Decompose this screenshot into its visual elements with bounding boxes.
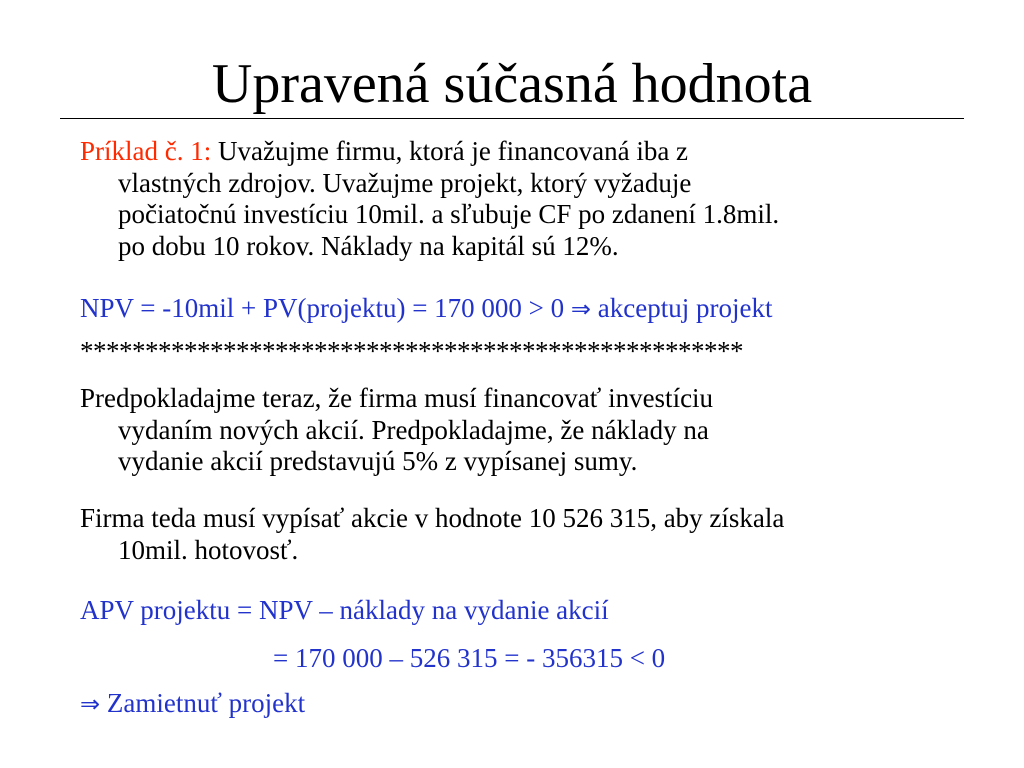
para2-line-1: Firma teda musí vypísať akcie v hodnote 10 526 315, aby získala xyxy=(80,503,785,533)
example-text-3: počiatočnú investíciu 10mil. a sľubuje CF po zdanení 1.8mil. xyxy=(118,199,780,229)
npv-formula: NPV = -10mil + PV(projektu) = 170 000 > 0 xyxy=(80,293,565,323)
example-label: Príklad č. 1: xyxy=(80,136,212,166)
example-text-4: po dobu 10 rokov. Náklady na kapitál sú 12%. xyxy=(118,230,619,261)
para2-text-2: 10mil. hotovosť. xyxy=(118,534,299,565)
example-line-3 xyxy=(80,199,779,231)
slide-title: Upravená súčasná hodnota xyxy=(211,53,813,115)
title-rule xyxy=(60,118,964,119)
para1-line-3 xyxy=(80,446,713,478)
para1-text-3: vydanie akcií predstavujú 5% z vypísanej sumy. xyxy=(118,446,638,476)
npv-conclusion: akceptuj projekt xyxy=(597,293,773,323)
conclusion-line xyxy=(80,688,305,721)
example-line-4 xyxy=(80,231,779,263)
example-line-1 xyxy=(80,136,779,168)
example-paragraph xyxy=(80,136,779,262)
implies-arrow-icon: ⇒ xyxy=(570,295,592,323)
issue-paragraph xyxy=(80,503,784,566)
para1-line-1: Predpokladajme teraz, že firma musí financovať investíciu xyxy=(80,383,714,413)
npv-line xyxy=(80,293,772,326)
para2-line-2 xyxy=(80,535,784,567)
assumption-paragraph xyxy=(80,383,713,478)
separator: *************************************************** xyxy=(80,336,743,366)
para1-text-2: vydaním nových akcií. Predpokladajme, že náklady na xyxy=(118,414,709,445)
example-text-2: vlastných zdrojov. Uvažujme projekt, ktorý vyžaduje xyxy=(118,167,692,198)
implies-arrow-icon-2: ⇒ xyxy=(80,690,101,718)
apv-line-2: = 170 000 – 526 315 = - 356315 < 0 xyxy=(273,643,666,673)
example-line-2 xyxy=(80,168,779,200)
example-text-1: Uvažujme firmu, ktorá je financovaná iba z xyxy=(217,136,689,166)
conclusion-text: Zamietnuť projekt xyxy=(106,688,306,718)
apv-line-1: APV projektu = NPV – náklady na vydanie akcií xyxy=(80,595,609,625)
para1-line-2 xyxy=(80,415,713,447)
